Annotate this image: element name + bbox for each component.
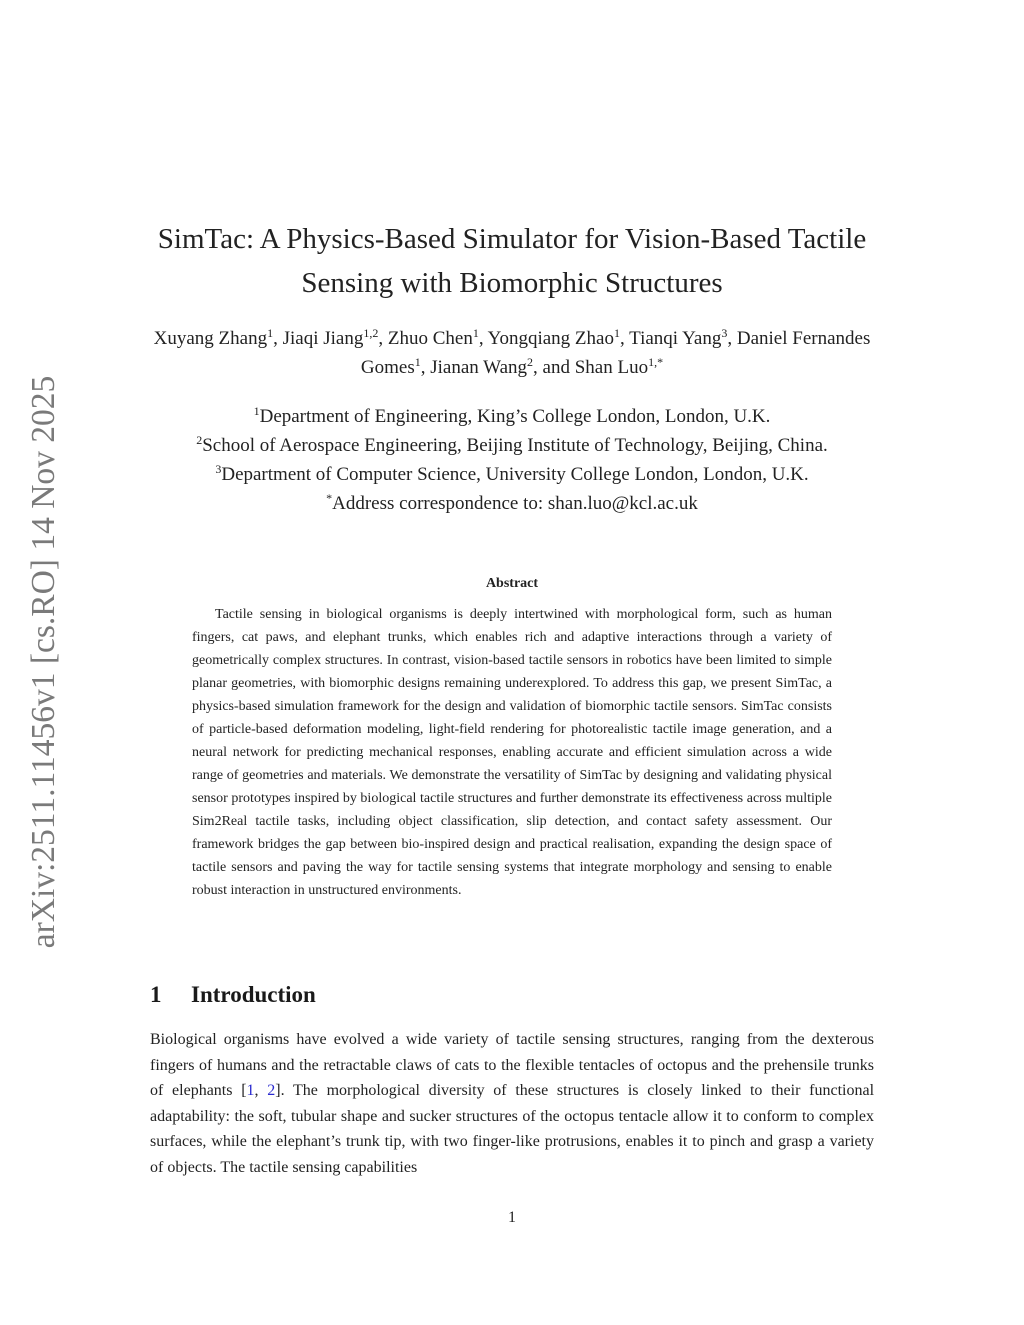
affiliation: $^3$Department of Computer Science, University College London, London, U.K.	[215, 462, 809, 485]
author: Jianan Wang$^2$	[430, 355, 534, 378]
section-number: 1	[150, 982, 162, 1007]
citation-link-2[interactable]: 2	[267, 1082, 276, 1099]
arxiv-identifier: arXiv:2511.11456v1 [cs.RO] 14 Nov 2025	[25, 375, 62, 949]
abstract-heading: Abstract	[485, 576, 539, 591]
author: Daniel Fernandes Gomes$^1$	[360, 328, 871, 378]
author: Yongqiang Zhao$^1$	[487, 326, 620, 349]
correspondence: *Address correspondence to: shan.luo@kcl.ac.uk	[326, 491, 698, 514]
author: Xuyang Zhang$^1$	[153, 326, 274, 349]
abstract-text: Tactile sensing in biological organisms is deeply intertwined with morphological form, such as human fingers, cat paws, and elephant trunks, which enables rich and adaptive interactions through a variety of geometrically complex structures. In contrast, vision-based tactile sensors in robotics have been limited to simple planar geometries, with biomorphic designs remaining underexplored. To address this gap, we present SimTac, a physics-based simulation framework for the design and validation of biomorphic tactile sensors. SimTac consists of particle-based deformation modeling, light-field rendering for photorealistic tactile image generation, and a neural network for predicting mechanical responses, enabling accurate and efficient simulation across a wide range of geometries and materials. We demonstrate the versatility of SimTac by designing and validating physical sensor prototypes inspired by biological tactile structures and further demonstrate its effectiveness across multiple Sim2Real tactile tasks, including object classification, slip detection, and contact safety assessment. Our framework bridges the gap between bio-inspired design and practical realisation, expanding the design space of tactile sensors and paving the way for tactile sensing systems that integrate morphology and sensing to enable robust interaction in unstructured environments.	[192, 607, 832, 898]
title-line-1: SimTac: A Physics-Based Simulator for Vision-Based Tactile	[157, 223, 867, 255]
author: Zhuo Chen$^1$	[387, 326, 479, 349]
author-list: Xuyang Zhang$^1$, Jiaqi Jiang$^{1,2}$, Zhuo Chen$^1$, Yongqiang Zhao$^1$, Tianqi Yang$^3$, Daniel Fernandes Gomes$^1$, Jianan Wang$^2$, and Shan Luo$^{1,*}$	[153, 326, 871, 378]
section-heading	[150, 982, 316, 1008]
page-number: 1	[508, 1209, 516, 1226]
affiliation: $^2$School of Aerospace Engineering, Beijing Institute of Technology, Beijing, China.	[196, 433, 828, 456]
author: Jiaqi Jiang$^{1,2}$	[282, 326, 379, 349]
affiliation: $^1$Department of Engineering, King’s College London, London, U.K.	[253, 404, 771, 427]
title-line-2: Sensing with Biomorphic Structures	[301, 267, 723, 299]
paper-title	[0, 217, 1024, 305]
affiliation-list	[0, 402, 1024, 518]
introduction-paragraph: Biological organisms have evolved a wide variety of tactile sensing structures, ranging from the dexterous fingers of humans and the retractable claws of cats to the flexible tentacles of octopus and the prehensile trunks of elephants [1, 2]. The morphological diversity of these structures is closely linked to their functional adaptability: the soft, tubular shape and sucker structures of the octopus tentacle allow it to conform to complex surfaces, while the elephant’s trunk tip, with two finger-like protrusions, enables it to pinch and grasp a variety of objects. The tactile sensing capabilities	[150, 1031, 875, 1176]
section-title: Introduction	[191, 982, 316, 1007]
citation-link-1[interactable]: 1	[246, 1082, 255, 1099]
author: Shan Luo$^{1,*}$	[574, 355, 664, 378]
author: Tianqi Yang$^3$	[629, 326, 728, 349]
